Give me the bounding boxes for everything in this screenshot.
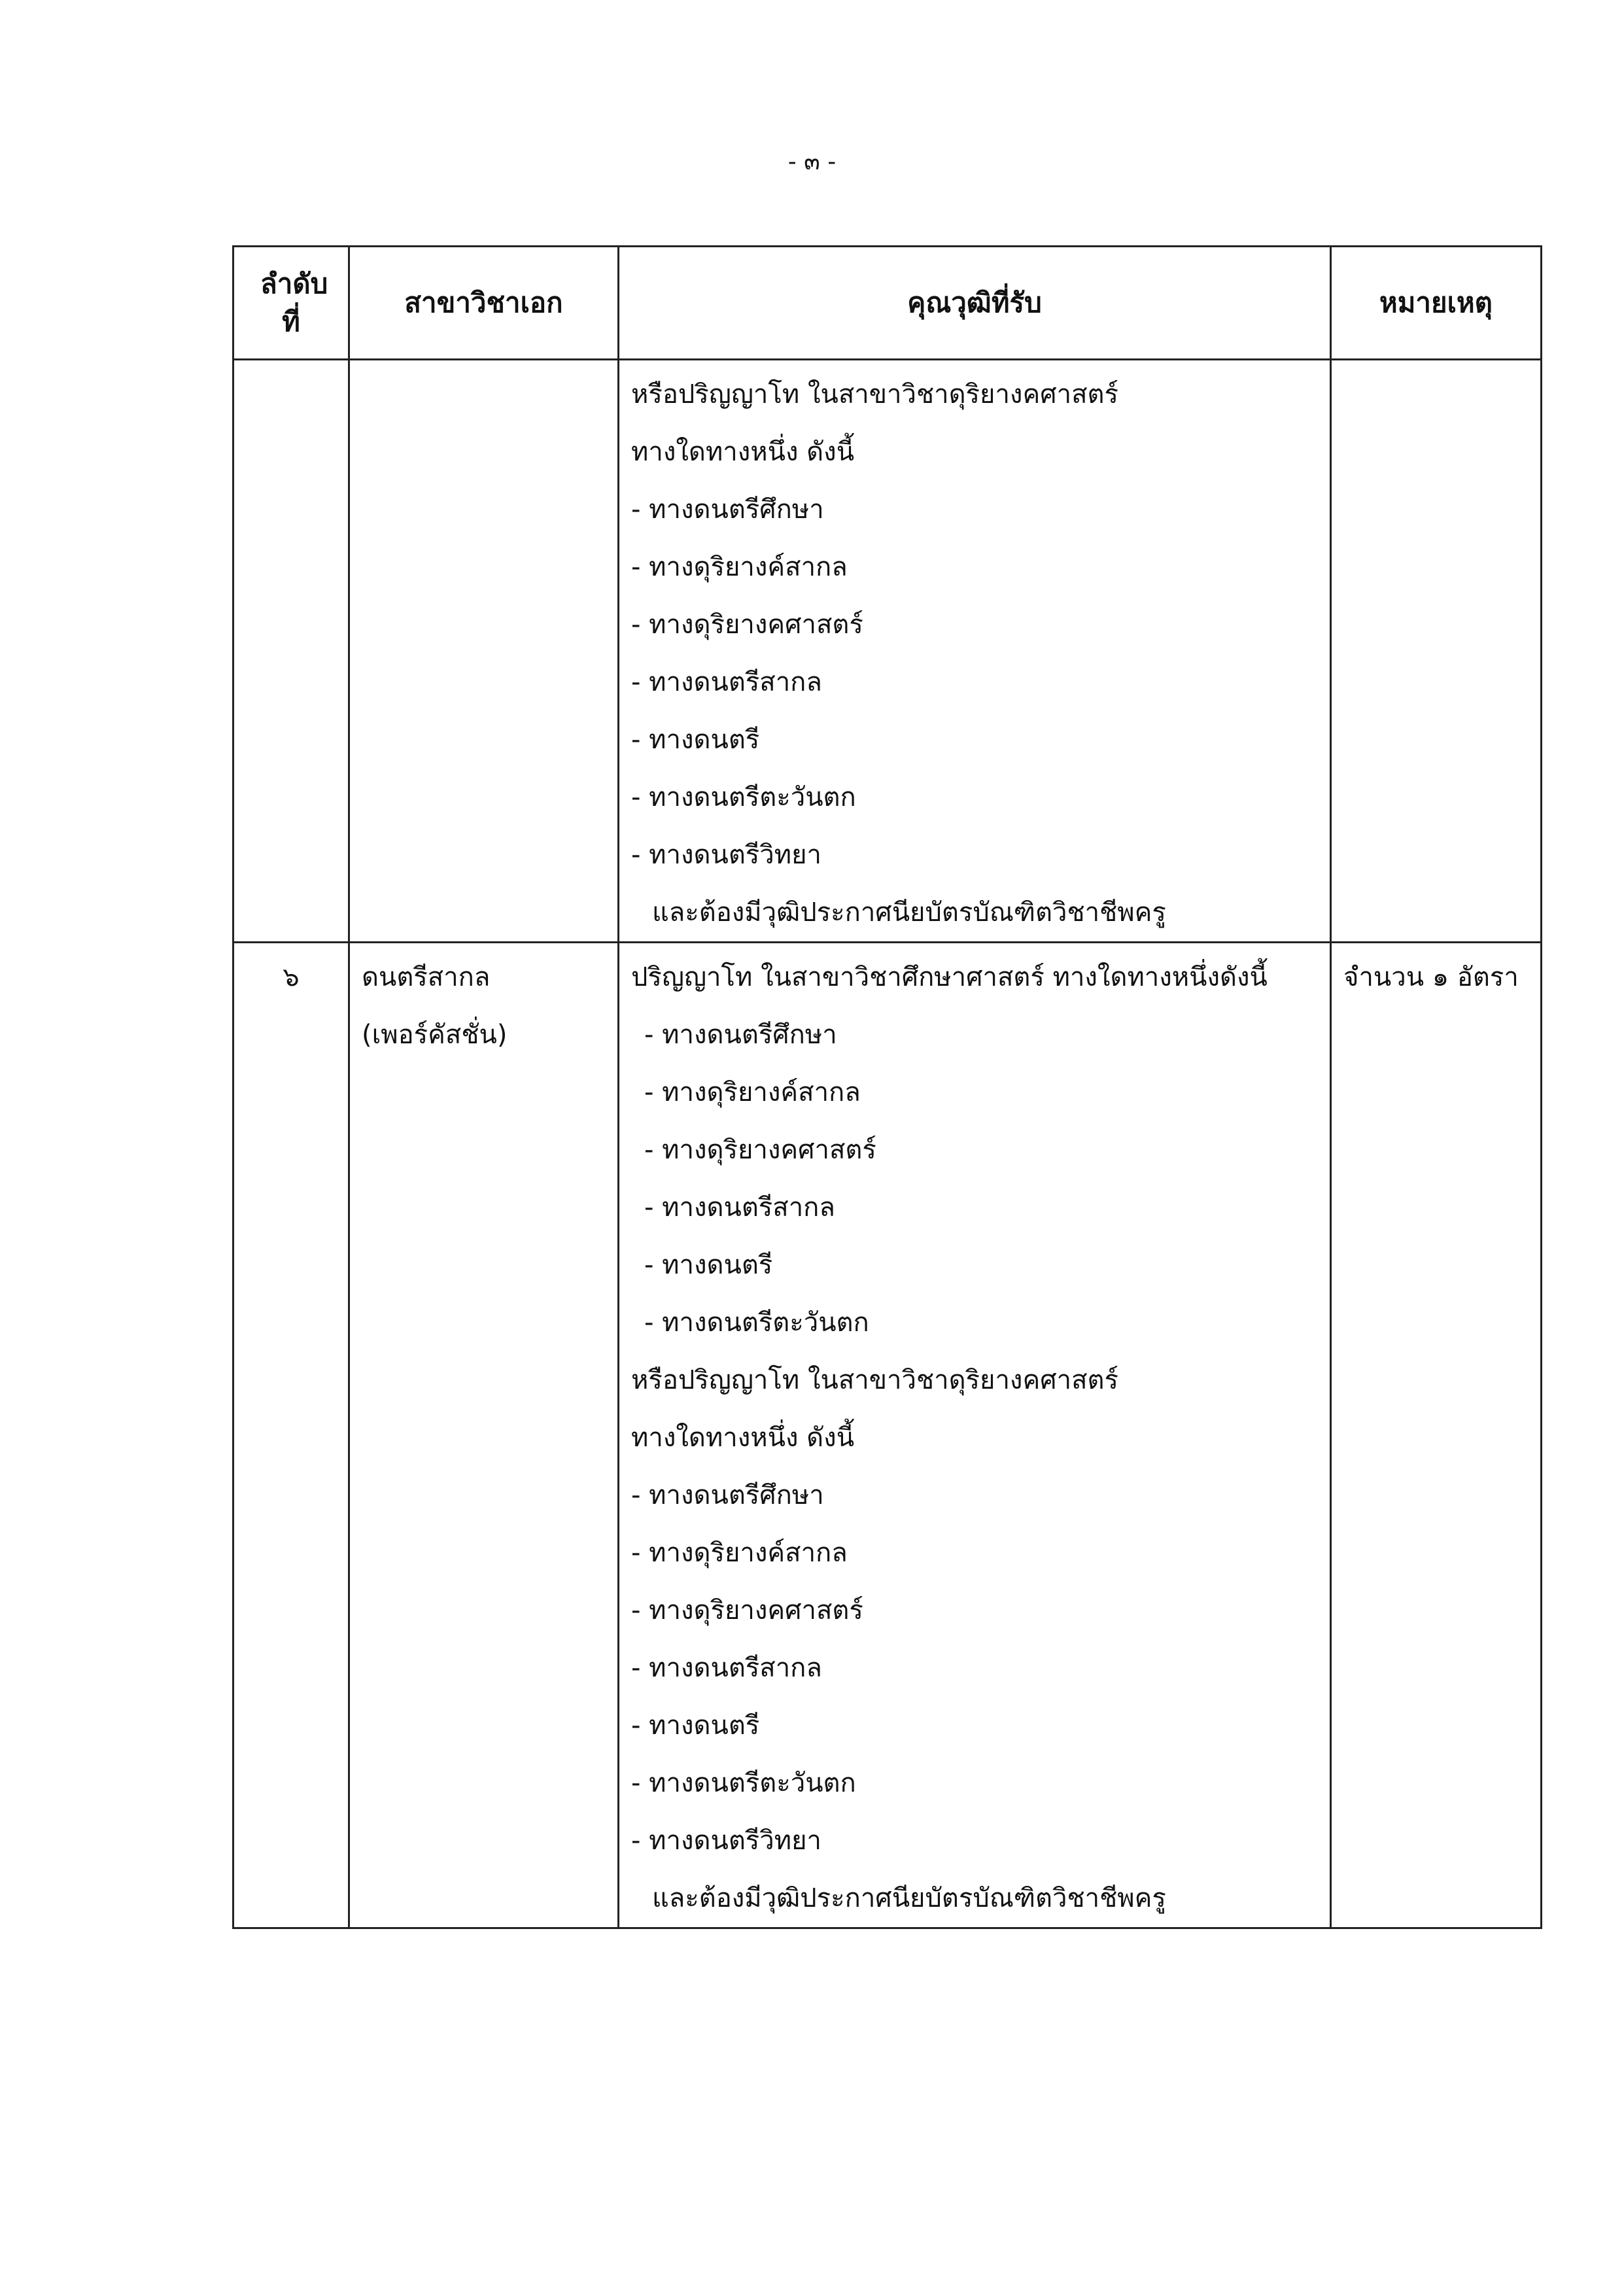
- row-seq-cell: [233, 943, 349, 1928]
- row-seq: [234, 366, 348, 423]
- table-body: [233, 360, 1542, 1928]
- table-row: [233, 943, 1542, 1928]
- row-seq: ๖: [283, 962, 300, 992]
- row-note-cell: [1331, 943, 1542, 1928]
- header-qualification: คุณวุฒิที่รับ: [619, 247, 1331, 360]
- page-number: - ๓ -: [787, 148, 837, 175]
- header-major: สาขาวิชาเอก: [349, 247, 619, 360]
- qualification-line: ปริญญาโท ในสาขาวิชาศึกษาศาสตร์ ทางใดทางหนึ่งดังนี้: [631, 962, 1268, 992]
- qualification-line: - ทางดนตรีศึกษา: [631, 495, 824, 525]
- row-major-cell: [349, 943, 619, 1928]
- qualification-line: และต้องมีวุฒิประกาศนียบัตรบัณฑิตวิชาชีพครู: [652, 897, 1166, 928]
- qualification-line: - ทางดุริยางคศาสตร์: [631, 1595, 863, 1626]
- qualification-line: - ทางดนตรีวิทยา: [631, 840, 822, 870]
- qualification-line: - ทางดุริยางคศาสตร์: [644, 1135, 876, 1165]
- qualification-line: - ทางดนตรีสากล: [631, 667, 822, 697]
- qualification-table: [232, 245, 1542, 1929]
- qualification-line: - ทางดนตรีศึกษา: [644, 1020, 837, 1050]
- row-note: จำนวน ๑ อัตรา: [1343, 962, 1519, 992]
- row-note-cell: [1331, 360, 1542, 943]
- qualification-line: - ทางดนตรีวิทยา: [631, 1826, 822, 1856]
- qualification-line: - ทางดนตรี: [644, 1250, 773, 1280]
- row-seq-cell: [233, 360, 349, 943]
- row-note: [1332, 366, 1540, 423]
- qualification-line: - ทางดนตรี: [631, 725, 760, 755]
- qualification-line: ทางใดทางหนึ่ง ดังนี้: [631, 437, 855, 467]
- table-row: [233, 360, 1542, 943]
- qualification-line: - ทางดนตรีสากล: [631, 1653, 822, 1683]
- major-line: (เพอร์คัสชั่น): [362, 1020, 508, 1050]
- qualification-line: - ทางดุริยางค์สากล: [631, 552, 848, 582]
- qualification-line: - ทางดนตรีสากล: [644, 1192, 835, 1223]
- row-major-cell: [349, 360, 619, 943]
- table-header-row: [233, 247, 1542, 360]
- qualification-line: และต้องมีวุฒิประกาศนียบัตรบัณฑิตวิชาชีพครู: [652, 1883, 1166, 1913]
- qualification-line: - ทางดุริยางค์สากล: [644, 1077, 861, 1107]
- qualification-line: ทางใดทางหนึ่ง ดังนี้: [631, 1423, 855, 1453]
- header-note: หมายเหตุ: [1331, 247, 1542, 360]
- row-qualification-cell: [619, 943, 1331, 1928]
- header-seq: ลำดับ ที่: [233, 247, 349, 360]
- qualification-line: - ทางดนตรีตะวันตก: [631, 1768, 856, 1798]
- row-qualification-cell: [619, 360, 1331, 943]
- qualification-line: - ทางดนตรีตะวันตก: [644, 1308, 869, 1338]
- qualification-line: - ทางดนตรี: [631, 1711, 760, 1741]
- major-line: ดนตรีสากล: [362, 962, 491, 992]
- qualification-line: หรือปริญญาโท ในสาขาวิชาดุริยางคศาสตร์: [631, 379, 1118, 409]
- qualification-line: - ทางดนตรีตะวันตก: [631, 782, 856, 812]
- qualification-line: - ทางดุริยางค์สากล: [631, 1538, 848, 1568]
- qualification-line: หรือปริญญาโท ในสาขาวิชาดุริยางคศาสตร์: [631, 1365, 1118, 1395]
- qualification-line: - ทางดุริยางคศาสตร์: [631, 610, 863, 640]
- qualification-line: - ทางดนตรีศึกษา: [631, 1480, 824, 1510]
